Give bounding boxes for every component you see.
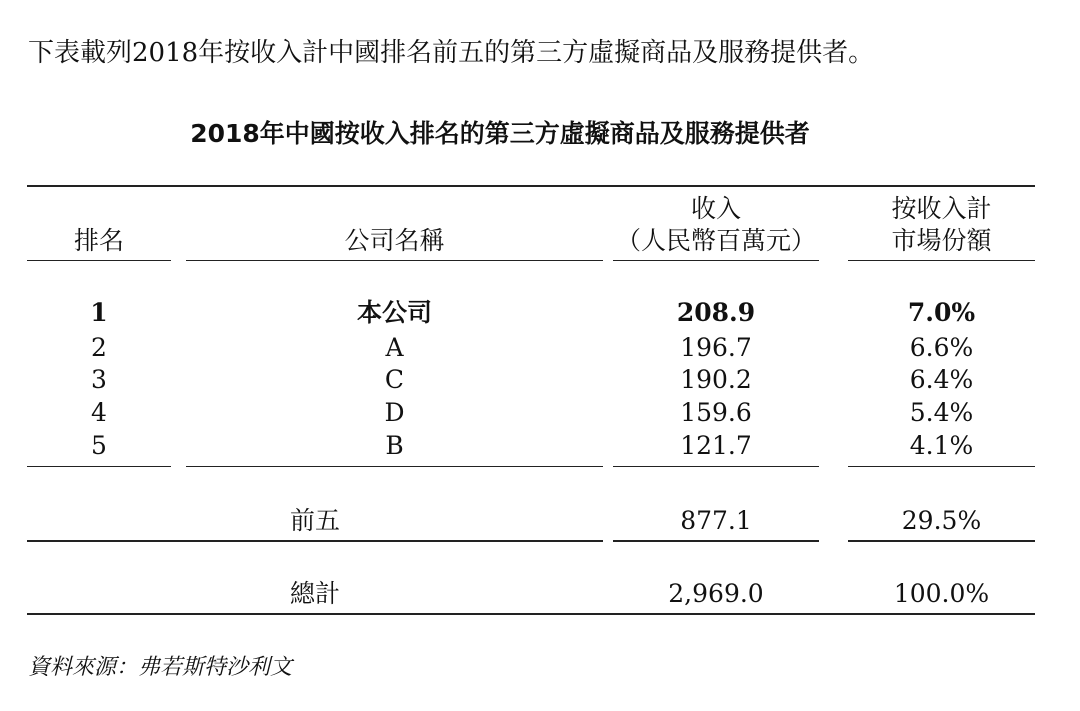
total-label: 總計 bbox=[289, 579, 340, 608]
rows-rule-rank bbox=[27, 466, 171, 467]
header-revenue-line2: （人民幣百萬元） bbox=[615, 226, 816, 255]
header-rank: 排名 bbox=[73, 226, 124, 255]
header-rule-company bbox=[186, 260, 603, 261]
rows-rule-share bbox=[848, 466, 1035, 467]
cell-rank: 4 bbox=[91, 398, 107, 427]
header-rule-rank bbox=[27, 260, 171, 261]
table-bottom-rule bbox=[27, 613, 1035, 615]
cell-revenue: 208.9 bbox=[676, 298, 756, 327]
cell-rank: 5 bbox=[91, 431, 107, 460]
cell-rank: 1 bbox=[90, 298, 108, 327]
source-note: 資料來源：弗若斯特沙利文 bbox=[28, 655, 293, 680]
cell-revenue: 159.6 bbox=[680, 398, 752, 427]
intro-text: 下表載列2018年按收入計中國排名前五的第三方虛擬商品及服務提供者。 bbox=[28, 38, 875, 68]
cell-company: B bbox=[385, 431, 404, 460]
rows-rule-revenue bbox=[613, 466, 819, 467]
cell-revenue: 121.7 bbox=[680, 431, 752, 460]
cell-rank: 2 bbox=[91, 333, 107, 362]
cell-company: 本公司 bbox=[356, 298, 432, 327]
top-five-revenue: 877.1 bbox=[680, 506, 752, 535]
cell-share: 4.1% bbox=[909, 431, 974, 460]
table-title: 2018年中國按收入排名的第三方虛擬商品及服務提供者 bbox=[190, 119, 810, 148]
cell-rank: 3 bbox=[91, 365, 107, 394]
header-company: 公司名稱 bbox=[344, 226, 445, 255]
top-five-label: 前五 bbox=[289, 506, 340, 535]
header-share-line2: 市場份額 bbox=[891, 226, 992, 255]
top-five-share: 29.5% bbox=[901, 506, 982, 535]
cell-share: 7.0% bbox=[907, 298, 976, 327]
cell-share: 6.6% bbox=[909, 333, 974, 362]
rows-rule-company bbox=[186, 466, 603, 467]
cell-revenue: 190.2 bbox=[680, 365, 752, 394]
total-share: 100.0% bbox=[893, 579, 990, 608]
top-five-rule-revenue bbox=[613, 540, 819, 542]
top-five-rule-left bbox=[27, 540, 603, 542]
total-revenue: 2,969.0 bbox=[668, 579, 764, 608]
cell-share: 6.4% bbox=[909, 365, 974, 394]
cell-revenue: 196.7 bbox=[680, 333, 752, 362]
cell-company: A bbox=[385, 333, 404, 362]
header-revenue-line1: 收入 bbox=[690, 194, 741, 223]
header-rule-share bbox=[848, 260, 1035, 261]
top-five-rule-share bbox=[848, 540, 1035, 542]
header-share-line1: 按收入計 bbox=[891, 194, 992, 223]
cell-company: C bbox=[384, 365, 405, 394]
cell-company: D bbox=[384, 398, 405, 427]
cell-share: 5.4% bbox=[909, 398, 974, 427]
header-rule-revenue bbox=[613, 260, 819, 261]
table-top-rule bbox=[27, 185, 1035, 187]
